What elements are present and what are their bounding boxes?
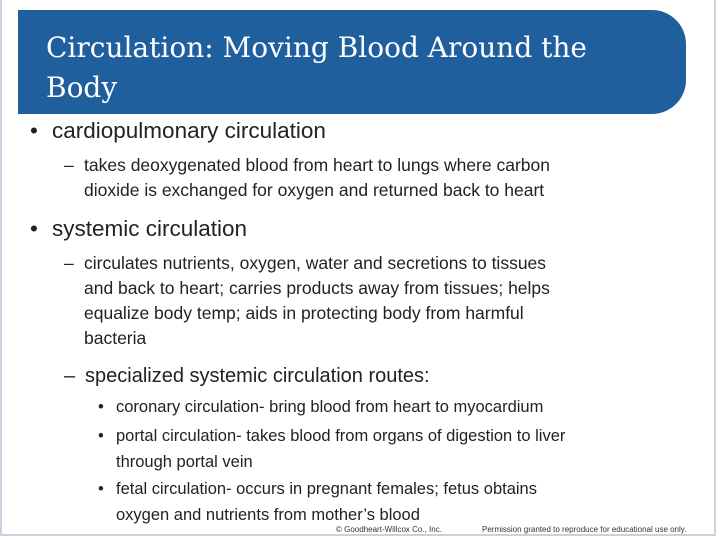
footer-copyright: © Goodheart-Willcox Co., Inc.	[336, 525, 442, 534]
sub-bullet-line: equalize body temp; aids in protecting body from harmful	[84, 303, 524, 323]
title-bar	[18, 10, 686, 114]
bullet-marker: •	[98, 398, 104, 416]
footer-permission: Permission granted to reproduce for educational use only.	[482, 525, 687, 534]
bullet-marker: •	[30, 216, 38, 241]
bullet-text: cardiopulmonary circulation	[52, 118, 326, 143]
slide-title	[46, 28, 646, 108]
sub-bullet-specialized-routes	[64, 364, 430, 389]
route-line: portal circulation- takes blood from organs of digestion to liver	[116, 427, 566, 445]
dash-marker: –	[64, 155, 74, 175]
dash-marker: –	[64, 365, 76, 387]
sub-bullet-systemic-detail	[64, 251, 550, 351]
route-fetal	[98, 476, 537, 528]
bullet-marker: •	[98, 480, 104, 498]
sub-bullet-line: takes deoxygenated blood from heart to lungs where carbon	[84, 155, 550, 175]
route-line: through portal vein	[116, 453, 253, 471]
bullet-cardiopulmonary	[30, 117, 326, 144]
route-line: coronary circulation- bring blood from heart to myocardium	[116, 398, 544, 416]
sub-bullet-line: specialized systemic circulation routes:	[85, 365, 430, 387]
route-line: fetal circulation- occurs in pregnant females; fetus obtains	[116, 480, 537, 498]
slide-title-line-1: Circulation: Moving Blood Around the	[46, 31, 587, 64]
bullet-text: systemic circulation	[52, 216, 248, 241]
sub-bullet-line: circulates nutrients, oxygen, water and secretions to tissues	[84, 253, 547, 273]
bullet-marker: •	[30, 118, 38, 143]
sub-bullet-line: and back to heart; carries products away from tissues; helps	[84, 278, 550, 298]
bullet-systemic	[30, 215, 247, 242]
route-portal	[98, 423, 565, 475]
sub-bullet-line: dioxide is exchanged for oxygen and returned back to heart	[84, 180, 545, 200]
sub-bullet-line: bacteria	[84, 328, 147, 348]
route-line: oxygen and nutrients from mother’s blood	[116, 506, 420, 524]
slide-title-line-2: Body	[46, 71, 118, 104]
bullet-marker: •	[98, 427, 104, 445]
route-coronary	[98, 394, 543, 420]
sub-bullet-cardiopulmonary-detail	[64, 153, 550, 203]
dash-marker: –	[64, 253, 74, 273]
